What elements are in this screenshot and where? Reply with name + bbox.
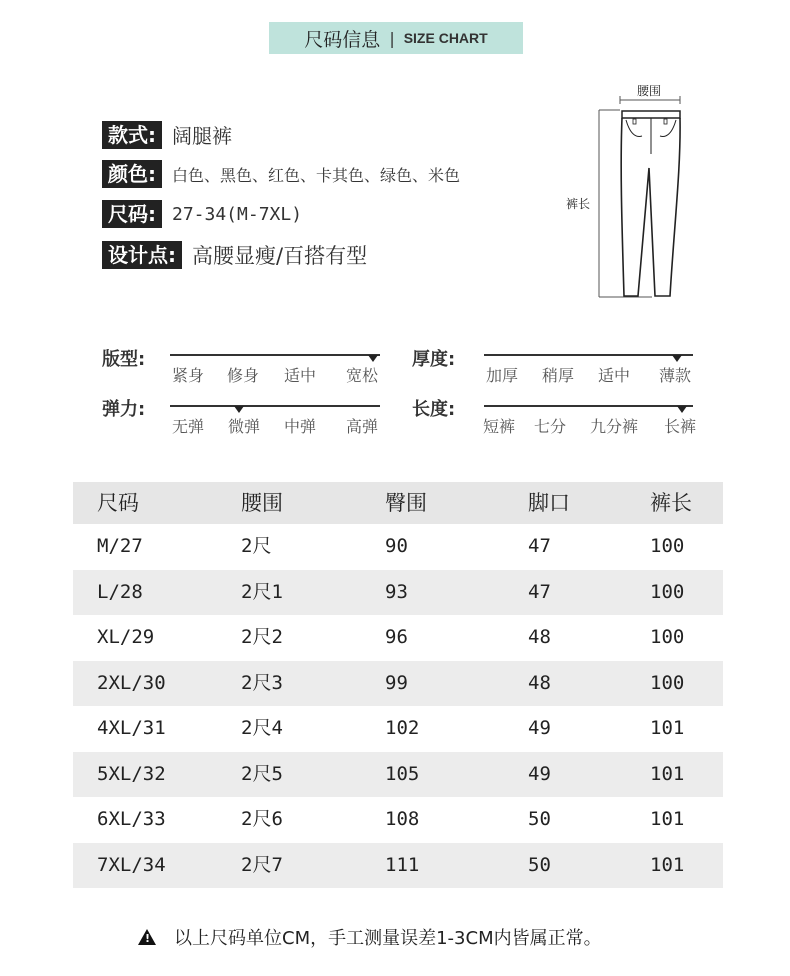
pants-line-drawing-icon	[560, 78, 700, 300]
attr-length	[412, 395, 712, 440]
warning-icon: !	[138, 929, 156, 945]
table-row	[73, 797, 723, 843]
table-cell: L/28	[97, 580, 143, 603]
table-cell: 93	[385, 580, 408, 603]
attr-fit-option: 修身	[226, 366, 260, 385]
table-cell: 101	[650, 853, 685, 876]
table-cell: 47	[528, 535, 551, 557]
table-cell: 100	[650, 580, 685, 603]
table-cell: 90	[385, 535, 408, 557]
attr-thickness-scale-line	[484, 354, 693, 356]
table-row	[73, 661, 723, 707]
attr-thickness	[412, 345, 702, 390]
table-row	[73, 524, 723, 570]
table-cell: 49	[528, 717, 551, 739]
attr-stretch-option: 微弹	[227, 417, 261, 436]
attr-thickness-option: 适中	[597, 366, 631, 385]
attr-stretch	[102, 395, 392, 440]
table-cell: 2尺1	[241, 580, 283, 603]
attr-fit-option: 紧身	[171, 366, 205, 385]
table-row	[73, 706, 723, 752]
table-cell: 2尺2	[241, 626, 283, 648]
table-cell: 2尺7	[241, 853, 283, 876]
info-row-style	[102, 120, 232, 149]
header-title-cn: 尺码信息	[304, 28, 381, 51]
table-header-cell: 臀围	[385, 491, 427, 515]
table-cell: 2尺5	[241, 762, 283, 785]
table-cell: 111	[385, 853, 420, 876]
footnote-text: 以上尺码单位CM，手工测量误差1-3CM内皆属正常。	[174, 928, 602, 949]
info-label-sizes: 尺码:	[102, 200, 162, 228]
table-cell: XL/29	[97, 626, 155, 648]
attr-thickness-option: 加厚	[485, 366, 519, 385]
attr-length-option: 短裤	[482, 417, 516, 436]
table-cell: 5XL/32	[97, 762, 166, 785]
attr-fit-scale-line	[170, 354, 380, 356]
info-label-design: 设计点:	[102, 241, 182, 269]
table-header-cell: 裤长	[650, 491, 692, 515]
attr-stretch-label: 弹力:	[102, 399, 146, 420]
attr-length-label: 长度:	[412, 399, 456, 420]
attr-thickness-option: 薄款	[658, 366, 692, 385]
attr-thickness-option: 稍厚	[541, 366, 575, 385]
table-cell: M/27	[97, 535, 143, 557]
pants-figure	[560, 78, 700, 300]
info-label-style: 款式:	[102, 121, 162, 149]
table-header-row	[73, 482, 723, 524]
info-value-colors: 白色、黑色、红色、卡其色、绿色、米色	[172, 165, 461, 185]
table-cell: 2XL/30	[97, 671, 166, 694]
attr-thickness-label: 厚度:	[412, 349, 456, 370]
attr-fit-selected-marker-icon	[368, 355, 378, 362]
info-row-sizes	[102, 200, 302, 228]
attr-length-selected-marker-icon	[677, 406, 687, 413]
info-label-colors: 颜色:	[102, 160, 162, 188]
attr-fit-option: 宽松	[345, 366, 379, 385]
info-value-style: 阔腿裤	[172, 124, 232, 148]
info-value-design: 高腰显瘦/百搭有型	[192, 244, 368, 268]
table-cell: 100	[650, 535, 685, 557]
figure-length-label: 裤长	[566, 197, 591, 211]
attr-stretch-option: 无弹	[171, 417, 205, 436]
table-cell: 2尺3	[241, 671, 283, 694]
table-cell: 101	[650, 762, 685, 785]
table-cell: 101	[650, 717, 685, 739]
table-cell: 48	[528, 671, 551, 694]
attr-length-option: 七分	[533, 417, 567, 436]
table-row	[73, 752, 723, 798]
size-table	[73, 482, 723, 888]
header-separator: |	[389, 28, 395, 48]
size-chart-header	[269, 22, 523, 54]
table-cell: 6XL/33	[97, 808, 166, 830]
table-row	[73, 615, 723, 661]
header-title-en: SIZE CHART	[403, 30, 488, 46]
table-cell: 47	[528, 580, 551, 603]
figure-waist-label: 腰围	[637, 84, 662, 98]
table-cell: 108	[385, 808, 420, 830]
table-cell: 2尺6	[241, 808, 283, 830]
table-row	[73, 843, 723, 889]
attr-thickness-selected-marker-icon	[672, 355, 682, 362]
attr-fit	[102, 345, 392, 390]
attr-length-option: 九分裤	[589, 417, 639, 436]
table-cell: 102	[385, 717, 420, 739]
attr-fit-option: 适中	[283, 366, 317, 385]
footnote	[138, 924, 602, 950]
table-cell: 101	[650, 808, 685, 830]
table-row	[73, 570, 723, 616]
table-header-cell: 脚口	[528, 491, 570, 515]
info-row-colors	[102, 160, 460, 188]
table-body	[73, 524, 723, 888]
table-cell: 105	[385, 762, 420, 785]
table-cell: 99	[385, 671, 408, 694]
info-value-sizes: 27-34(M-7XL)	[172, 203, 303, 225]
table-cell: 7XL/34	[97, 853, 166, 876]
table-cell: 50	[528, 853, 551, 876]
table-cell: 96	[385, 626, 408, 648]
table-cell: 2尺4	[241, 717, 283, 739]
table-cell: 4XL/31	[97, 717, 166, 739]
table-cell: 2尺	[241, 535, 272, 557]
table-header-cell: 尺码	[97, 491, 139, 515]
table-header-cell: 腰围	[241, 491, 283, 515]
attr-length-option: 长裤	[663, 417, 697, 436]
table-cell: 48	[528, 626, 551, 648]
info-row-design	[102, 240, 367, 270]
table-cell: 50	[528, 808, 551, 830]
attr-stretch-scale-line	[170, 405, 380, 407]
table-cell: 100	[650, 671, 685, 694]
attr-fit-label: 版型:	[102, 349, 146, 370]
attr-length-scale-line	[484, 405, 693, 407]
attr-stretch-option: 高弹	[345, 417, 379, 436]
table-cell: 49	[528, 762, 551, 785]
table-cell: 100	[650, 626, 685, 648]
attr-stretch-selected-marker-icon	[234, 406, 244, 413]
attr-stretch-option: 中弹	[283, 417, 317, 436]
